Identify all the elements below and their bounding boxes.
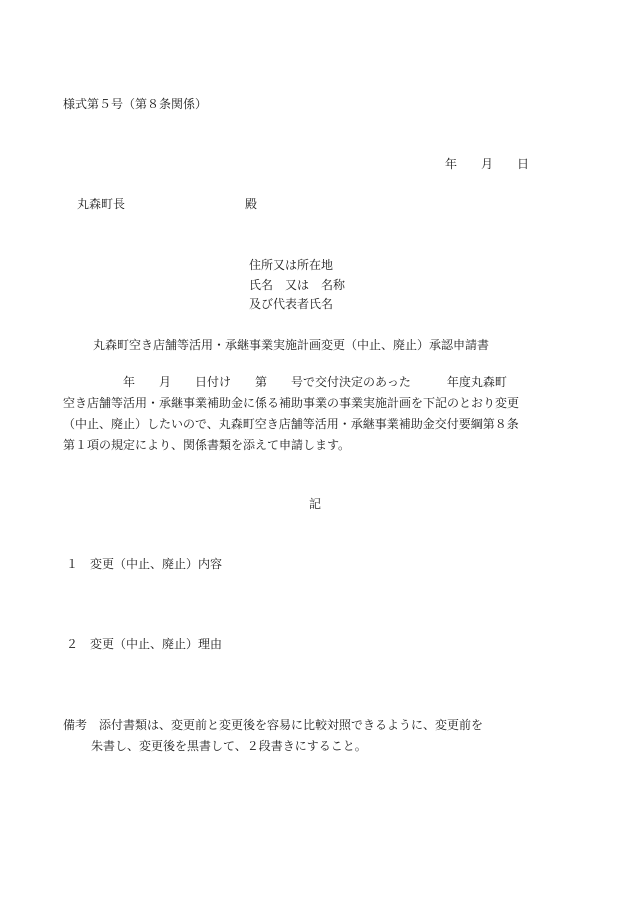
ki-heading: 記: [309, 497, 322, 511]
addressee: 丸森町長 殿: [77, 197, 258, 211]
date-line: 年 月 日: [445, 157, 530, 171]
body-line: （中止、廃止）したいので、丸森町空き店舗等活用・承継事業補助金交付要綱第８条: [63, 417, 519, 431]
item-change-content: １ 変更（中止、廃止）内容: [66, 557, 223, 571]
body-line: 年 月 日付け 第 号で交付決定のあった 年度丸森町: [63, 375, 507, 389]
body-paragraph: [63, 372, 573, 456]
name-label: 氏名 又は 名称: [249, 278, 346, 292]
body-line: 空き店舗等活用・承継事業補助金に係る補助事業の事業実施計画を下記のとおり変更: [63, 396, 520, 410]
form-number: 様式第５号（第８条関係）: [63, 97, 208, 111]
document-title: 丸森町空き店舗等活用・承継事業実施計画変更（中止、廃止）承認申請書: [93, 338, 490, 352]
representative-label: 及び代表者氏名: [249, 297, 334, 311]
remarks-line-1: 備考 添付書類は、変更前と変更後を容易に比較対照できるように、変更前を: [63, 718, 484, 732]
address-label: 住所又は所在地: [249, 258, 334, 272]
remarks-line-2: 朱書し、変更後を黒書して、２段書きにすること。: [91, 739, 367, 753]
item-change-reason: ２ 変更（中止、廃止）理由: [66, 637, 223, 651]
body-line: 第１項の規定により、関係書類を添えて申請します。: [63, 438, 351, 452]
